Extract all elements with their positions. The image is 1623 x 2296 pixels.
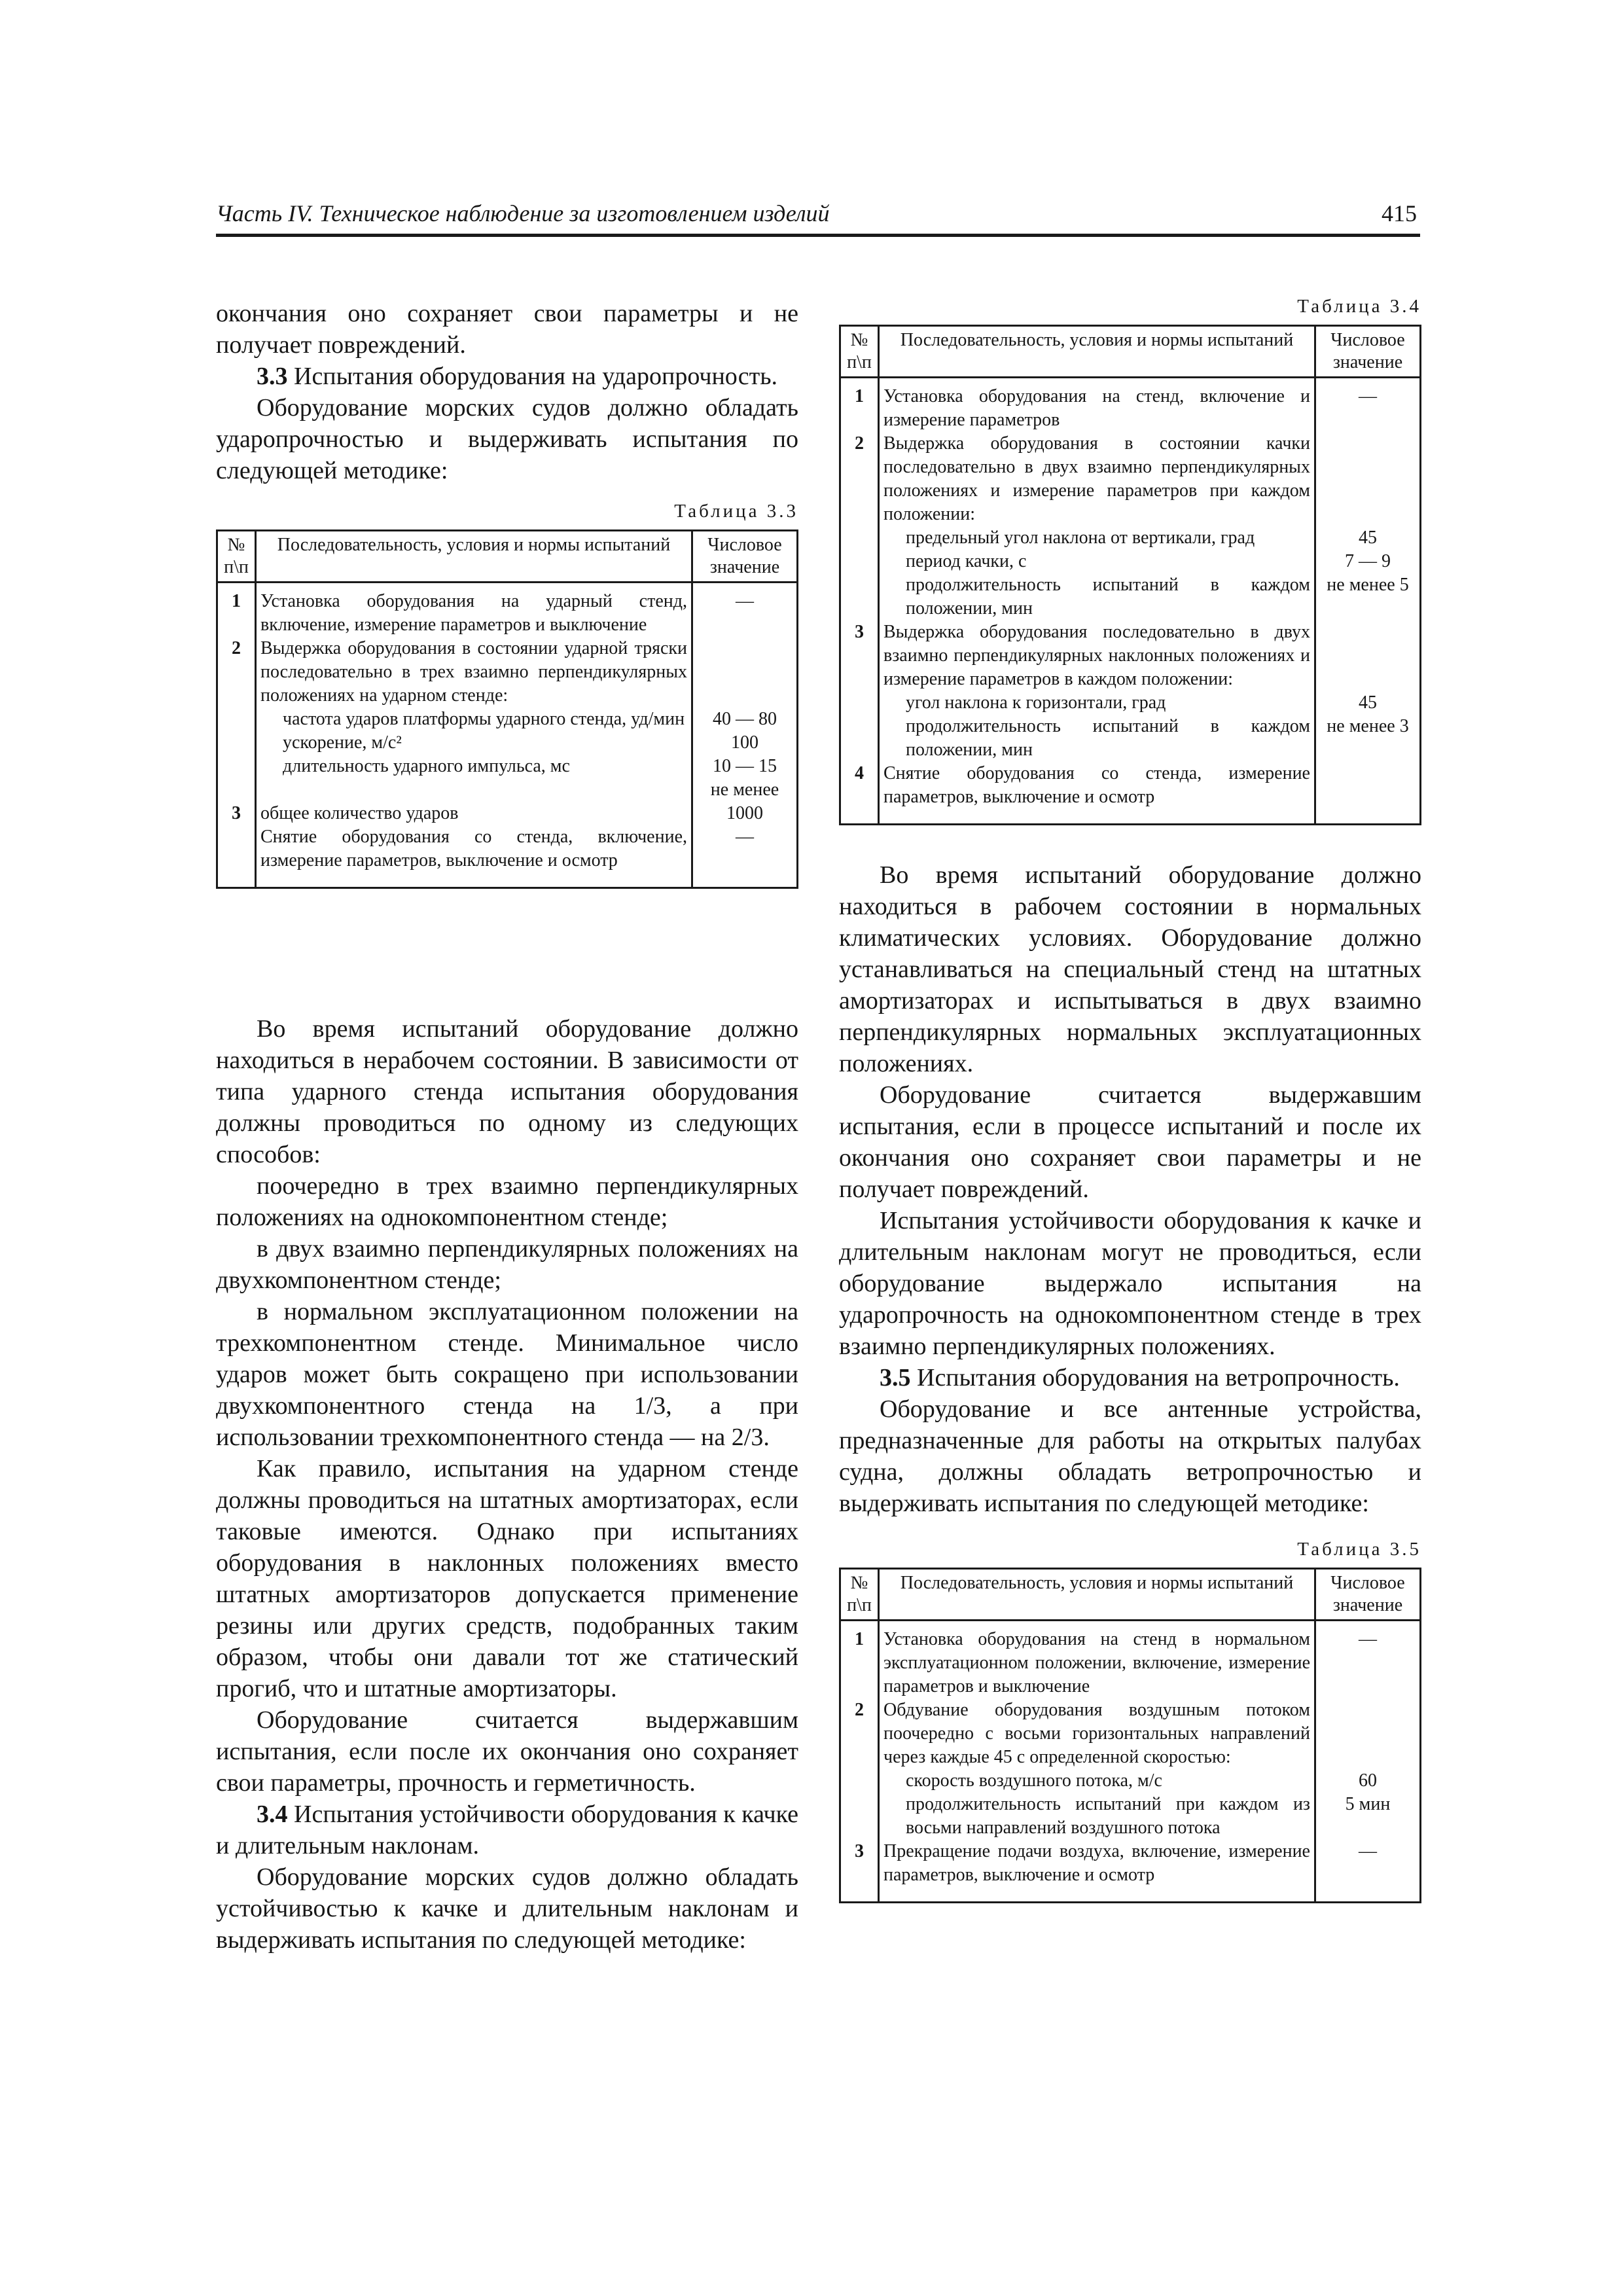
running-title: Часть IV. Техническое наблюдение за изготовлением изделий: [216, 200, 830, 226]
row-description: продолжительность испытаний в каждом положении, мин: [879, 573, 1315, 620]
table-header-row: [840, 1569, 1421, 1621]
row-value: —: [1315, 378, 1421, 433]
row-number: [840, 550, 879, 573]
row-value: не менее 3: [1315, 715, 1421, 762]
row-description: скорость воздушного потока, м/с: [879, 1769, 1315, 1793]
row-number: [840, 1769, 879, 1793]
row-description: продолжительность испытаний при каждом из восьми направлений воздушного потока: [879, 1793, 1315, 1840]
section-title: Испытания оборудования на ветропрочность.: [917, 1364, 1400, 1391]
table-row: [840, 573, 1421, 620]
row-description: Обдувание оборудования воздушным потоком поочередно с восьми горизонтальных направлений через каждые 45 с определенной скоростью:: [879, 1698, 1315, 1769]
row-value: 40 — 80: [692, 708, 798, 731]
row-number: [217, 825, 256, 888]
row-number: [217, 708, 256, 731]
header-num: № п\п: [840, 1569, 879, 1621]
row-description: Выдержка оборудования последовательно в двух взаимно перпендикулярных наклонных положениях и измерение параметров в каждом положении:: [879, 620, 1315, 691]
row-description: угол наклона к горизонтали, град: [879, 691, 1315, 715]
section-number: 3.5: [880, 1364, 911, 1391]
table-row: [840, 1793, 1421, 1840]
section-title: Испытания устойчивости оборудования к качке и длительным наклонам.: [216, 1801, 799, 1859]
paragraph: Оборудование считается выдержавшим испытания, если в процессе испытаний и после их окончания оно сохраняет свои параметры и не получает повреждений.: [839, 1081, 1421, 1203]
row-number: 2: [840, 432, 879, 526]
table-header-row: [217, 531, 798, 583]
row-number: [840, 573, 879, 620]
row-description: общее количество ударов: [256, 802, 692, 825]
right-column: [839, 293, 1421, 1903]
table-caption: Таблица 3.3: [674, 501, 798, 522]
table-row: [840, 620, 1421, 691]
row-description: период качки, с: [879, 550, 1315, 573]
row-value: —: [692, 825, 798, 888]
paragraph: в двух взаимно перпендикулярных положениях на двухкомпонентном стенде;: [216, 1235, 798, 1294]
paragraph: Оборудование и все антенные устройства, предназначенные для работы на открытых палубах судна, должны обладать ветропрочностью и выдерживать испытания по следующей методике:: [839, 1395, 1421, 1517]
row-description: Установка оборудования на ударный стенд, включение, измерение параметров и выключение: [256, 583, 692, 637]
table-row: [217, 825, 798, 888]
row-number: 2: [840, 1698, 879, 1769]
row-value: 7 — 9: [1315, 550, 1421, 573]
row-description: продолжительность испытаний в каждом положении, мин: [879, 715, 1315, 762]
table-caption: Таблица 3.4: [1297, 296, 1421, 317]
row-description: Снятие оборудования со стенда, измерение параметров, выключение и осмотр: [879, 762, 1315, 825]
header-num: № п\п: [840, 326, 879, 378]
header-value: Числовое значение: [692, 531, 798, 583]
paragraph: окончания оно сохраняет свои параметры и не получает повреждений.: [216, 300, 798, 359]
row-description: Выдержка оборудования в состоянии качки последовательно в двух взаимно перпендикулярных положениях и измерение параметров при каждом положении:: [879, 432, 1315, 526]
row-description: Прекращение подачи воздуха, включение, измерение параметров, выключение и осмотр: [879, 1840, 1315, 1903]
row-description: ускорение, м/с²: [256, 731, 692, 755]
table-row: [840, 550, 1421, 573]
row-value: 45: [1315, 691, 1421, 715]
table-3-4: [839, 325, 1421, 825]
paragraph: Как правило, испытания на ударном стенде должны проводиться на штатных амортизаторах, если таковые имеются. Однако при испытаниях оборудования в наклонных положениях вместо штатных амортизаторов допускается применение резины или других средств, подобранных таким образом, чтобы они давали тот же статический прогиб, что и штатные амортизаторы.: [216, 1455, 798, 1702]
paragraph: поочередно в трех взаимно перпендикулярных положениях на однокомпонентном стенде;: [216, 1172, 798, 1231]
table-row: [840, 1840, 1421, 1903]
page-number: 415: [1382, 200, 1417, 226]
paragraph: Оборудование морских судов должно обладать устойчивостью к качке и длительным наклонам и выдерживать испытания по следующей методике:: [216, 1863, 798, 1954]
table-row: [840, 526, 1421, 550]
section-number: 3.4: [257, 1801, 288, 1828]
page-header: [216, 200, 1420, 237]
header-value: Числовое значение: [1315, 1569, 1421, 1621]
section-heading: [839, 1362, 1421, 1393]
row-number: [217, 731, 256, 755]
row-value: [1315, 432, 1421, 526]
row-number: 4: [840, 762, 879, 825]
table-row: [840, 1621, 1421, 1699]
row-number: 1: [217, 583, 256, 637]
row-value: 10 — 15 не менее: [692, 755, 798, 802]
paragraph: Испытания устойчивости оборудования к качке и длительным наклонам могут не проводиться, если оборудование выдержало испытания на ударопрочность на однокомпонентном стенде в трех взаимно перпендикулярных положениях.: [839, 1207, 1421, 1360]
header-num: № п\п: [217, 531, 256, 583]
row-description: Установка оборудования на стенд в нормальном эксплуатационном положении, включение, измерение параметров и выключение: [879, 1621, 1315, 1699]
row-number: 1: [840, 1621, 879, 1699]
row-value: [1315, 1698, 1421, 1769]
row-number: 3: [840, 620, 879, 691]
row-description: Снятие оборудования со стенда, включение, измерение параметров, выключение и осмотр: [256, 825, 692, 888]
row-number: [840, 1793, 879, 1840]
header-value: Числовое значение: [1315, 326, 1421, 378]
header-desc: Последовательность, условия и нормы испытаний: [879, 1569, 1315, 1621]
row-value: —: [692, 583, 798, 637]
row-value: [1315, 762, 1421, 825]
row-value: 5 мин: [1315, 1793, 1421, 1840]
header-desc: Последовательность, условия и нормы испытаний: [256, 531, 692, 583]
table-row: [217, 802, 798, 825]
row-number: [840, 715, 879, 762]
table-row: [840, 762, 1421, 825]
row-number: [840, 526, 879, 550]
table-header-row: [840, 326, 1421, 378]
table-caption: Таблица 3.5: [1297, 1539, 1421, 1560]
paragraph: в нормальном эксплуатационном положении на трехкомпонентном стенде. Минимальное число ударов может быть сокращено при использовании двухкомпонентного стенда на 1/3, а при использовании трехкомпонентного стенда — на 2/3.: [216, 1298, 798, 1451]
row-value: 45: [1315, 526, 1421, 550]
table-row: [217, 637, 798, 708]
table-row: [217, 755, 798, 802]
row-description: предельный угол наклона от вертикали, град: [879, 526, 1315, 550]
table-3-3: [216, 529, 798, 889]
header-desc: Последовательность, условия и нормы испытаний: [879, 326, 1315, 378]
left-column: [216, 298, 798, 1956]
row-value: 1000: [692, 802, 798, 825]
row-number: 2: [217, 637, 256, 708]
table-row: [840, 432, 1421, 526]
table-row: [217, 708, 798, 731]
paragraph: Оборудование морских судов должно обладать ударопрочностью и выдерживать испытания по следующей методике:: [216, 394, 798, 484]
row-value: [1315, 620, 1421, 691]
row-number: 3: [840, 1840, 879, 1903]
section-title: Испытания оборудования на ударопрочность.: [294, 363, 778, 390]
paragraph: Во время испытаний оборудование должно находиться в рабочем состоянии в нормальных климатических условиях. Оборудование должно устанавливаться на специальный стенд на штатных амортизаторах и испытываться в двух взаимно перпендикулярных нормальных эксплуатационных положениях.: [839, 861, 1421, 1077]
row-value: 100: [692, 731, 798, 755]
table-row: [840, 691, 1421, 715]
row-value: —: [1315, 1621, 1421, 1699]
row-description: частота ударов платформы ударного стенда, уд/мин: [256, 708, 692, 731]
row-value: не менее 5: [1315, 573, 1421, 620]
row-number: [217, 755, 256, 802]
paragraph: Во время испытаний оборудование должно находиться в нерабочем состоянии. В зависимости от типа ударного стенда испытания оборудования должны проводиться по одному из следующих способов:: [216, 1015, 798, 1168]
section-heading: [216, 361, 798, 392]
table-row: [840, 378, 1421, 433]
row-number: 1: [840, 378, 879, 433]
row-value: —: [1315, 1840, 1421, 1903]
table-3-5: [839, 1568, 1421, 1903]
section-number: 3.3: [257, 363, 288, 390]
row-number: 3: [217, 802, 256, 825]
table-row: [840, 1769, 1421, 1793]
row-description: Выдержка оборудования в состоянии ударной тряски последовательно в трех взаимно перпендикулярных положениях на ударном стенде:: [256, 637, 692, 708]
row-description: Установка оборудования на стенд, включение и измерение параметров: [879, 378, 1315, 433]
table-row: [840, 1698, 1421, 1769]
table-row: [217, 731, 798, 755]
table-row: [217, 583, 798, 637]
row-value: 60: [1315, 1769, 1421, 1793]
section-heading: [216, 1799, 798, 1861]
paragraph: Оборудование считается выдержавшим испытания, если после их окончания оно сохраняет свои параметры, прочность и герметичность.: [216, 1706, 798, 1797]
row-number: [840, 691, 879, 715]
table-row: [840, 715, 1421, 762]
row-value: [692, 637, 798, 708]
row-description: длительность ударного импульса, мс: [256, 755, 692, 802]
